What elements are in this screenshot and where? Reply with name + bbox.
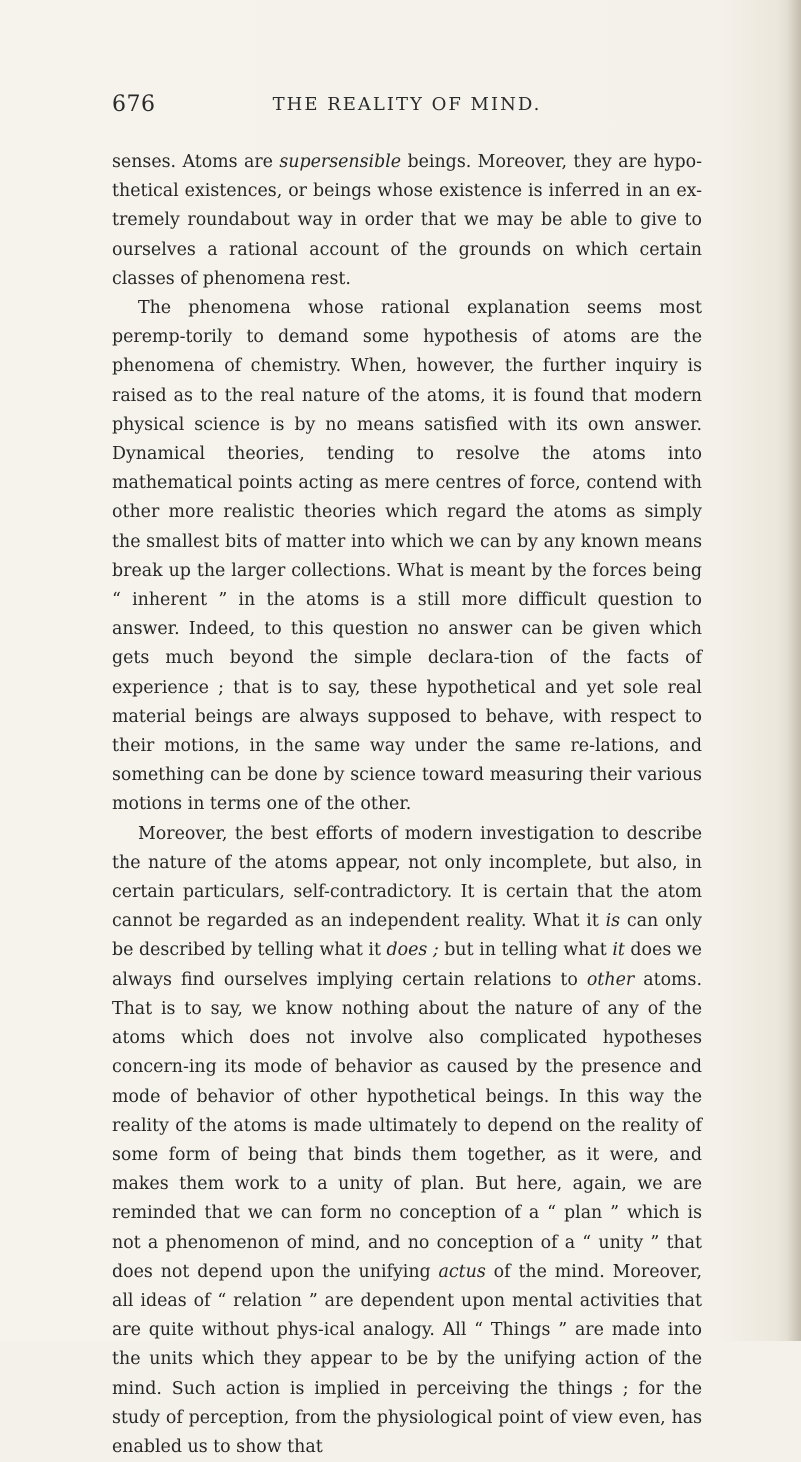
text-segment-italic: actus [438, 1261, 486, 1282]
text-segment-italic: supersensible [279, 152, 402, 172]
text-segment-italic: it [612, 940, 625, 961]
text-segment: does we always find ourselves implying certain relations to [112, 940, 702, 990]
text-segment-italic: does ; [386, 940, 439, 961]
body-text [112, 148, 702, 1462]
text-segment: can only be described by telling what it [112, 911, 702, 961]
paragraph-1 [112, 148, 702, 294]
text-segment: of the mind. Moreover, all ideas of “ relation ” are dependent upon mental activities that are quite without phys-ical analogy. All “ Things ” are made into the units which they appear to be by the unifying action of the mind. Such action is implied in perceiving the things ; for the study of perception, from the physiological point of view even, has enabled us to show that [112, 1261, 702, 1457]
text-segment: beings. Moreover, they are hypo-thetical existences, or beings whose existence is inferred in an ex-tremely roundabout way in order that we may be able to give to ourselves a rational account of the grounds on which certain classes of phenomena rest. [112, 152, 702, 289]
text-segment-italic: is [605, 911, 621, 932]
page-edge-shadow [787, 0, 801, 1341]
paragraph-3 [112, 820, 702, 1462]
text-segment: senses. Atoms are [112, 152, 280, 172]
page-number: 676 [112, 92, 156, 117]
running-title: THE REALITY OF MIND. [272, 94, 542, 115]
text-segment-italic: other [586, 969, 635, 990]
text-segment: but in telling what [438, 940, 613, 961]
paragraph-2 [112, 294, 702, 820]
text-segment: Moreover, the best efforts of modern investigation to describe the nature of the atoms appear, not only incomplete, but also, in certain particulars, self-contradictory. It is certain that the atom cannot be regarded as an independent reality. What it [112, 823, 702, 932]
text-segment: The phenomena whose rational explanation seems most peremp-torily to demand some hypothesis of atoms are the phenomena of chemistry. When, however, the further inquiry is raised as to the real nature of the atoms, it is found that modern physical science is by no means satisfied with its own answer. Dynamical theories, tending to resolve the atoms into mathematical points acting as mere centres of force, contend with other more realistic theories which regard the atoms as simply the smallest bits of matter into which we can by any known means break up the larger collections. What is meant by the forces being “ inherent ” in the atoms is a still more difficult question to answer. Indeed, to this question no answer can be given which gets much beyond the simple declara-tion of the facts of experience ; that is to say, these hypothetical and yet sole real material beings are always supposed to behave, with respect to their motions, in the same way under the same re-lations, and something can be done by science toward measuring their various motions in terms one of the other. [112, 298, 702, 815]
page-header [112, 92, 702, 122]
text-segment: atoms. That is to say, we know nothing about the nature of any of the atoms which does not involve also complicated hypotheses concern-ing its mode of behavior as caused by the presence and mode of behavior of other hypothetical beings. In this way the reality of the atoms is made ultimately to depend on the reality of some form of being that binds them together, as it were, and makes them work to a unity of plan. But here, again, we are reminded that we can form no conception of a “ plan ” which is not a phenomenon of mind, and no conception of a “ unity ” that does not depend upon the unifying [112, 969, 702, 1282]
